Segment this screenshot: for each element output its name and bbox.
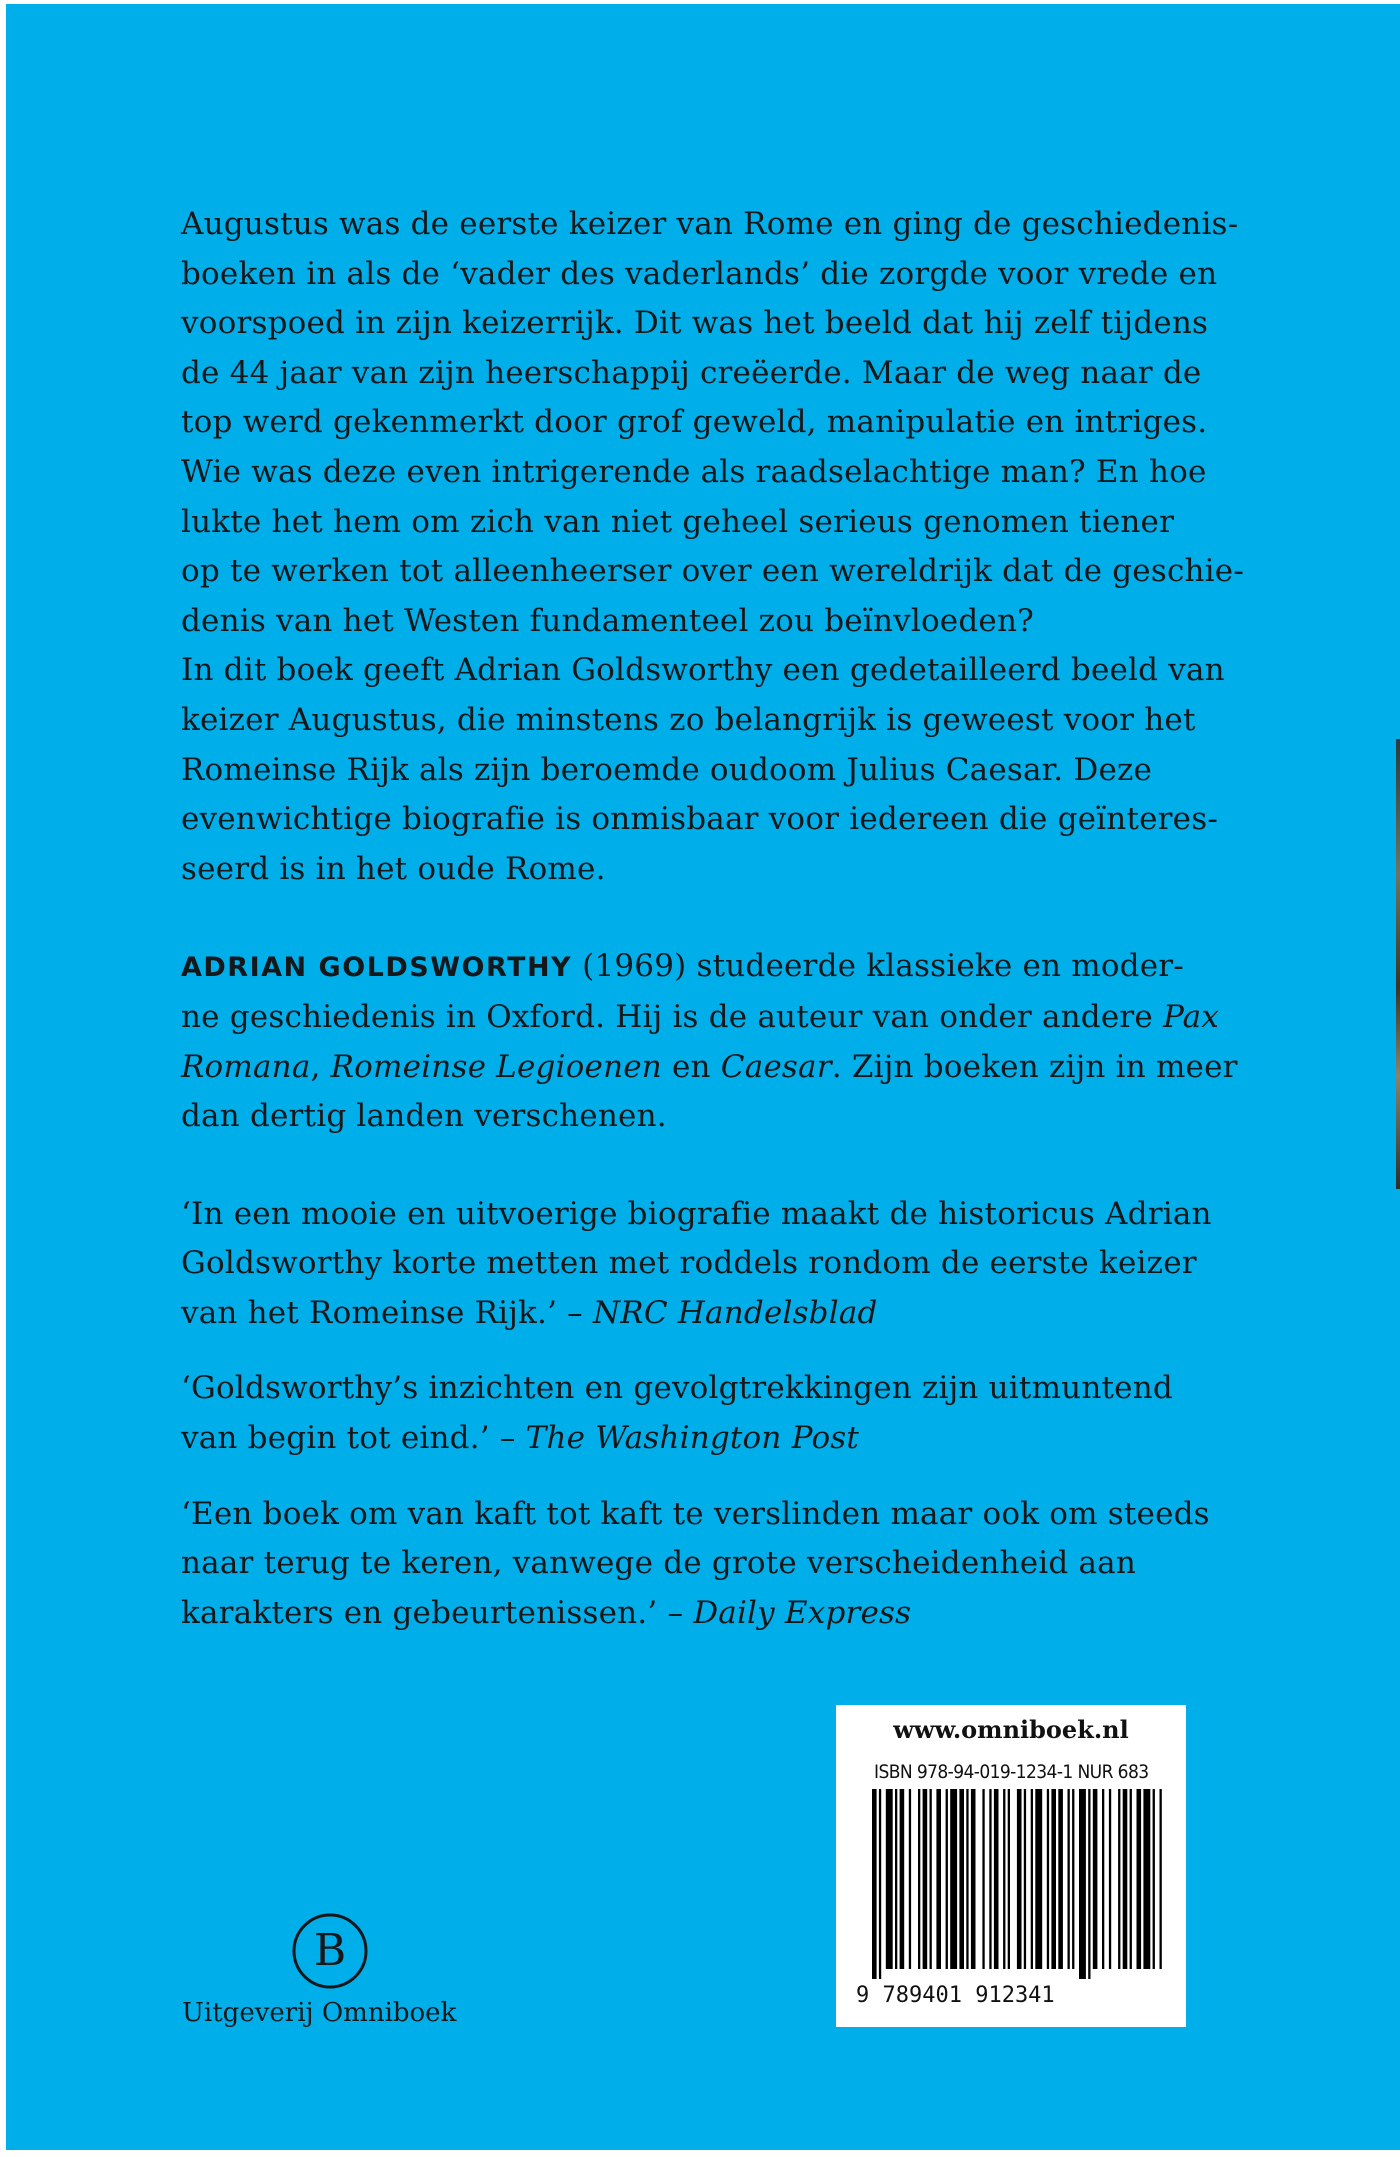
barcode-bar: [1109, 1789, 1111, 1969]
review-quote: [181, 1364, 1221, 1463]
quote-source: NRC Handelsblad: [592, 1294, 878, 1331]
bio-text: ne geschiedenis in Oxford. Hij is de auteur van onder andere: [181, 998, 1164, 1035]
bio-text: dan dertig landen verschenen.: [181, 1098, 667, 1135]
book-title: Romana: [181, 1048, 311, 1085]
bio-text: ,: [310, 1048, 331, 1085]
bio-text: en: [661, 1048, 721, 1085]
blurb-line: Romeinse Rijk als zijn beroemde oudoom Julius Caesar. Deze: [181, 751, 1153, 788]
blurb-line: op te werken tot alleenheerser over een wereldrijk dat de geschie-: [181, 553, 1245, 590]
publisher-website: www.omniboek.nl: [893, 1715, 1129, 1744]
bio-line: [181, 993, 1221, 1043]
quote-text: van begin tot eind.’ –: [181, 1420, 526, 1457]
barcode-bar: [1118, 1789, 1120, 1969]
barcode-bar: [1051, 1789, 1056, 1969]
barcode-bar: [959, 1789, 964, 1969]
author-bio: [181, 942, 1238, 1141]
barcode-bar: [909, 1789, 911, 1969]
blurb-line: Wie was deze even intrigerende als raadselachtige man? En hoe: [181, 453, 1207, 490]
barcode-bar: [1102, 1789, 1104, 1969]
quote-line: [181, 1289, 1221, 1339]
barcode-bar: [872, 1789, 877, 1979]
barcode-bar: [1093, 1789, 1098, 1969]
blurb-line: boeken in als de ‘vader des vaderlands’ die zorgde voor vrede en: [181, 255, 1218, 292]
svg-text:B: B: [313, 1925, 347, 1976]
quote-source: The Washington Post: [525, 1420, 860, 1457]
publisher-name: Uitgeverij Omniboek: [182, 1998, 457, 2028]
quote-line: naar terug te keren, vanwege de grote verscheidenheid aan: [181, 1545, 1137, 1582]
author-name: ADRIAN GOLDSWORTHY: [181, 952, 573, 984]
barcode-bar: [950, 1789, 957, 1969]
bio-text: (1969) studeerde klassieke en moder-: [572, 948, 1184, 985]
barcode-bar: [966, 1789, 968, 1969]
blurb-line: Augustus was de eerste keizer van Rome en ging de geschiedenis-: [181, 206, 1239, 242]
review-quote: [181, 1490, 1221, 1639]
barcode-bar: [923, 1789, 928, 1969]
book-title: Caesar: [720, 1048, 832, 1085]
barcode-bar: [1137, 1789, 1142, 1969]
quote-line: ‘Goldsworthy’s inzichten en gevolgtrekkingen zijn uitmuntend: [181, 1370, 1173, 1407]
book-title: Pax: [1163, 998, 1220, 1035]
barcode-panel: [836, 1705, 1186, 2027]
bio-line: [181, 1092, 1221, 1142]
barcode-bar: [1123, 1789, 1128, 1969]
bio-line: [181, 1043, 1238, 1093]
bio-text: . Zijn boeken zijn in meer: [831, 1048, 1238, 1085]
barcode-bar: [1008, 1789, 1010, 1969]
barcode-bar: [886, 1789, 893, 1969]
barcode-bar: [1017, 1789, 1022, 1969]
barcode-bar: [1088, 1789, 1090, 1979]
quote-line: ‘Een boek om van kaft tot kaft te verslinden maar ook om steeds: [181, 1495, 1210, 1532]
barcode-bar: [971, 1789, 976, 1969]
barcode-bar: [1143, 1789, 1150, 1969]
isbn-barcode: [872, 1789, 1162, 1979]
quote-line: [181, 1589, 1221, 1639]
barcode-bar: [1068, 1789, 1070, 1969]
blurb-line: voorspoed in zijn keizerrijk. Dit was het beeld dat hij zelf tijdens: [181, 305, 1209, 342]
barcode-bar: [1072, 1789, 1074, 1969]
barcode-bar: [1024, 1789, 1026, 1969]
barcode-bar: [1031, 1789, 1033, 1969]
review-quote: [181, 1190, 1221, 1339]
blurb-line: seerd is in het oude Rome.: [181, 850, 606, 887]
barcode-bar: [1153, 1789, 1155, 1969]
blurb-paragraph-1: [181, 200, 1245, 646]
barcode-bar: [1079, 1789, 1086, 1979]
blurb-paragraph-2: [181, 646, 1225, 894]
blurb-line: de 44 jaar van zijn heerschappij creëerde. Maar de weg naar de: [181, 354, 1202, 391]
barcode-bar: [930, 1789, 932, 1969]
blurb-line: top werd gekenmerkt door grof geweld, manipulatie en intriges.: [181, 404, 1208, 441]
barcode-digits: 9 789401 912341: [856, 1983, 1055, 2008]
quote-text: van het Romeinse Rijk.’ –: [181, 1294, 593, 1331]
quote-source: Daily Express: [693, 1594, 912, 1631]
barcode-bar: [918, 1789, 920, 1969]
quote-line: Goldsworthy korte metten met roddels rondom de eerste keizer: [181, 1245, 1197, 1282]
quote-line: ‘In een mooie en uitvoerige biografie maakt de historicus Adrian: [181, 1195, 1212, 1232]
quote-line: [181, 1414, 1221, 1464]
barcode-bar: [879, 1789, 881, 1979]
blurb-line: In dit boek geeft Adrian Goldsworthy een gedetailleerd beeld van: [181, 652, 1225, 689]
front-cover-edge-image: [1396, 739, 1400, 1189]
barcode-bar: [994, 1789, 999, 1969]
barcode-bar: [936, 1789, 941, 1969]
barcode-bar: [946, 1789, 948, 1969]
barcode-bar: [895, 1789, 897, 1969]
barcode-bar: [1058, 1789, 1063, 1969]
blurb-line: evenwichtige biografie is onmisbaar voor iedereen die geïnteres-: [181, 801, 1218, 838]
barcode-bar: [1047, 1789, 1049, 1969]
barcode-bar: [1160, 1789, 1162, 1969]
quote-text: karakters en gebeurtenissen.’ –: [181, 1594, 694, 1631]
barcode-bar: [1003, 1789, 1005, 1969]
book-title: Romeinse Legioenen: [330, 1048, 662, 1085]
blurb-line: keizer Augustus, die minstens zo belangrijk is geweest voor het: [181, 701, 1196, 738]
cover-text: [181, 200, 1245, 1638]
barcode-bar: [989, 1789, 991, 1969]
barcode-bar: [1035, 1789, 1042, 1969]
barcode-bar: [1130, 1789, 1132, 1969]
barcode-bar: [982, 1789, 984, 1969]
back-cover: [6, 4, 1400, 2150]
omniboek-b-logo-icon: [286, 1907, 376, 1997]
isbn-text: ISBN 978-94-019-1234-1 NUR 683: [874, 1761, 1149, 1783]
barcode-bar: [900, 1789, 905, 1969]
blurb-line: denis van het Westen fundamenteel zou beïnvloeden?: [181, 602, 1034, 639]
blurb-line: lukte het hem om zich van niet geheel serieus genomen tiener: [181, 503, 1175, 540]
bio-line: [181, 942, 1221, 993]
